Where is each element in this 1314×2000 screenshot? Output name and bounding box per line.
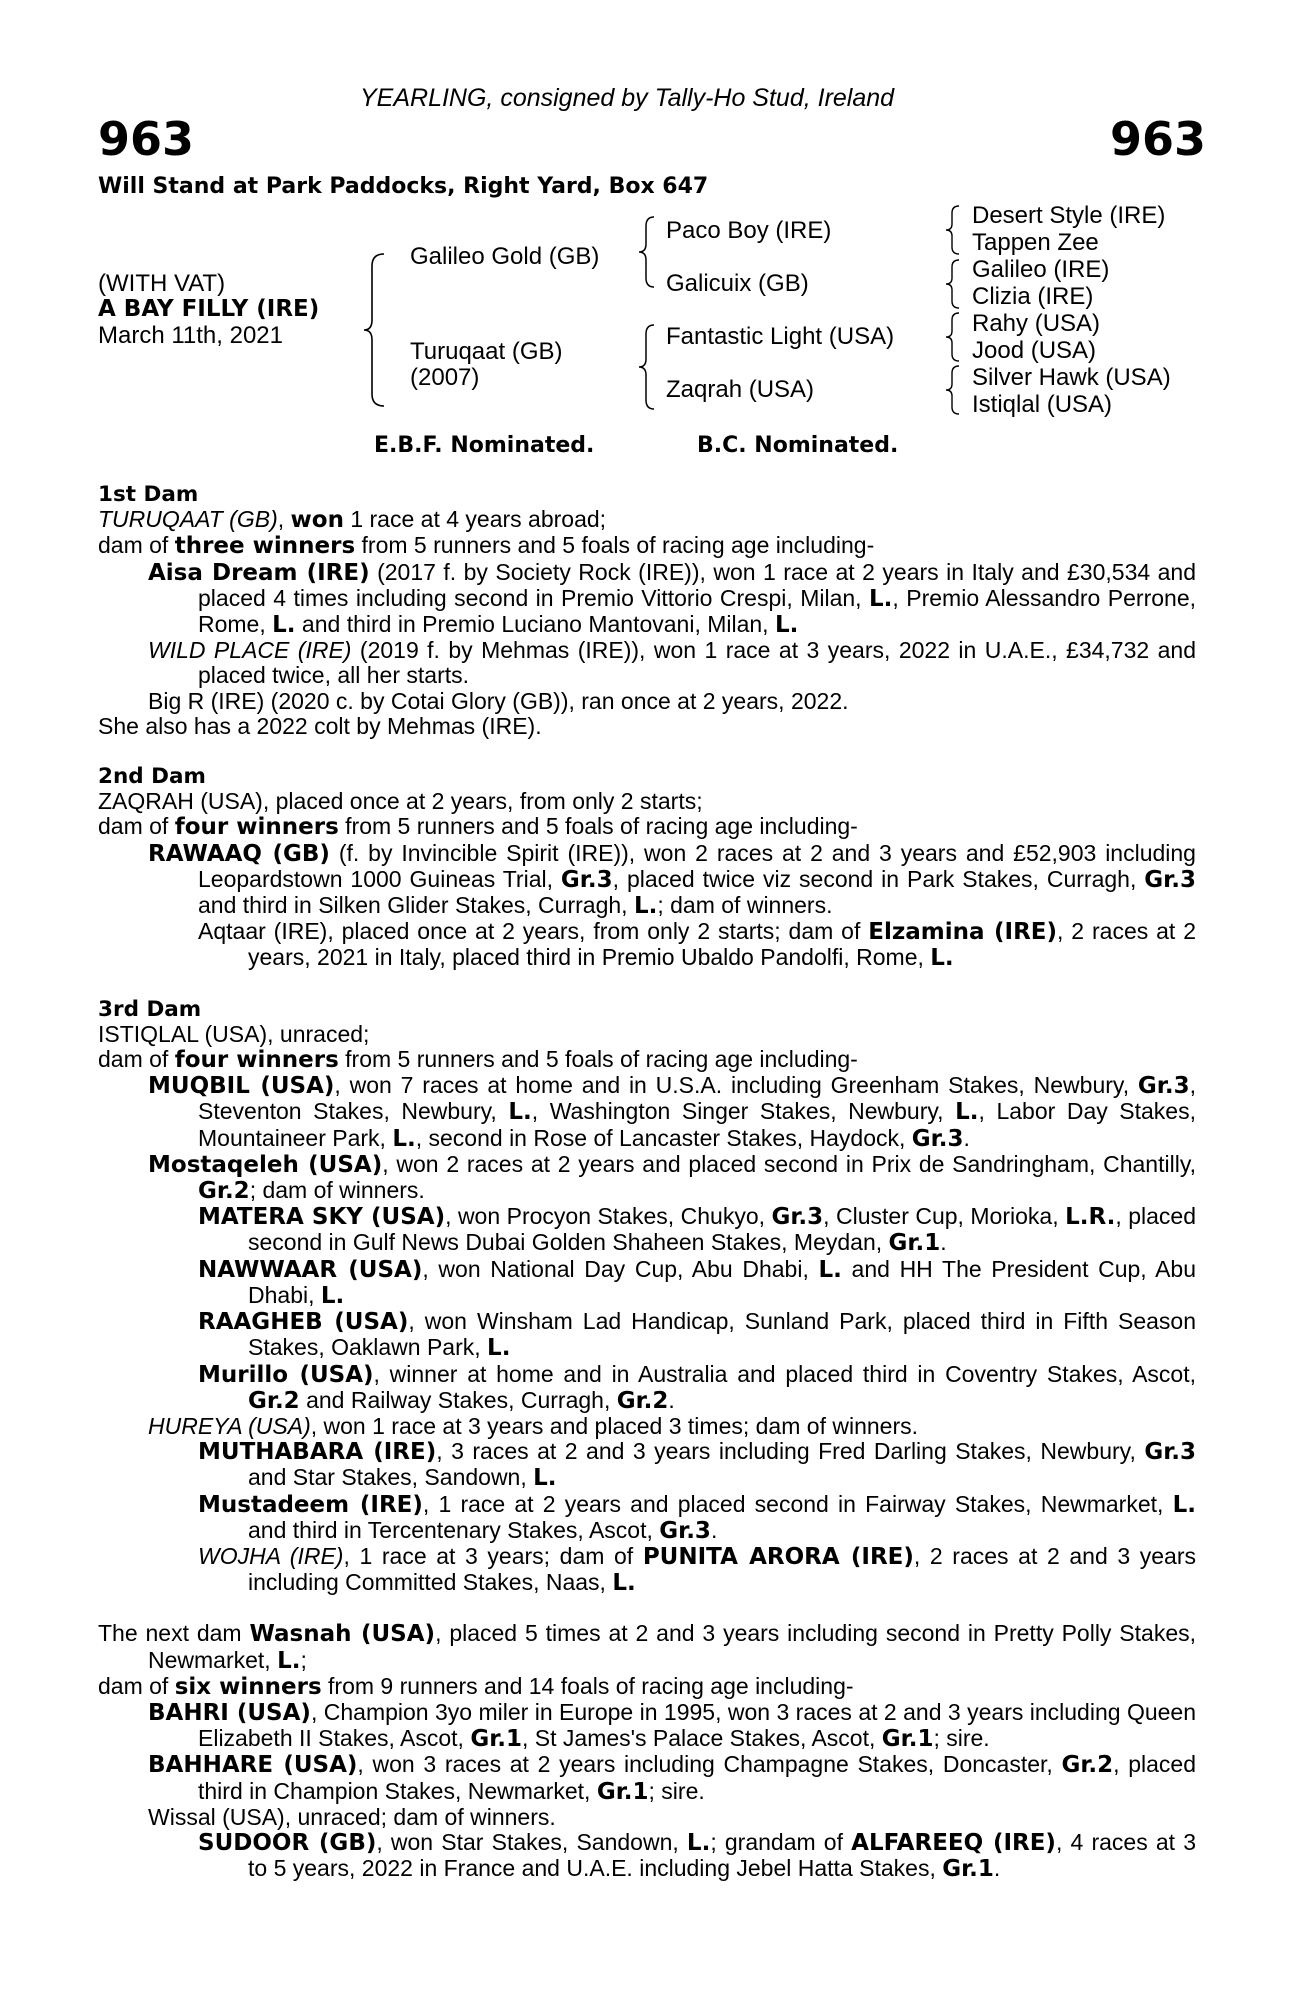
pedigree-brace-1: [362, 250, 392, 410]
third-dam-grandproduce-1: MATERA SKY (USA), won Procyon Stakes, Chukyo, Gr.3, Cluster Cup, Morioka, L.R., placed second in Gulf News Dubai Golden Shaheen Stakes, Meydan, Gr.1.: [198, 1203, 1196, 1257]
sire-dam: Galicuix (GB): [666, 270, 809, 297]
next-dam-produce-1: BAHRI (USA), Champion 3yo miler in Europe in 1995, won 3 races at 2 and 3 years including Queen Elizabeth II Stakes, Ascot, Gr.1, St James's Palace Stakes, Ascot, Gr.1; sire.: [148, 1698, 1197, 1753]
next-dam-produce-3: Wissal (USA), unraced; dam of winners.: [148, 1803, 556, 1830]
third-dam-grandproduce-6: Mustadeem (IRE), 1 race at 2 years and placed second in Fairway Stakes, Newmarket, L. and third in Tercentenary Stakes, Ascot, Gr.3.: [198, 1490, 1196, 1544]
next-dam-produce-summary: dam of six winners from 9 runners and 14 foals of racing age including-: [98, 1672, 854, 1700]
third-dam-produce-3: HUREYA (USA), won 1 race at 3 years and placed 3 times; dam of winners.: [148, 1412, 918, 1439]
great-granddam-4: Istiqlal (USA): [972, 391, 1113, 418]
next-dam-produce-2: BAHHARE (USA), won 3 races at 2 years including Champagne Stakes, Doncaster, Gr.2, placed third in Champion Stakes, Newmarket, Gr.1; sire.: [148, 1751, 1197, 1805]
great-grandsire-1: Desert Style (IRE): [972, 202, 1166, 229]
great-granddam-1: Tappen Zee: [972, 229, 1099, 256]
foaling-date: March 11th, 2021: [98, 322, 284, 349]
first-dam-heading: 1st Dam: [98, 482, 199, 507]
great-grandsire-4: Silver Hawk (USA): [972, 364, 1171, 391]
second-dam-produce-summary: dam of four winners from 5 runners and 5 foals of racing age including-: [98, 813, 858, 841]
pedigree-brace-6: [944, 311, 964, 363]
catalogue-subtitle: YEARLING, consigned by Tally-Ho Stud, Ireland: [360, 84, 895, 112]
second-dam-line: ZAQRAH (USA), placed once at 2 years, from only 2 starts;: [98, 788, 703, 815]
vat-note: (WITH VAT): [98, 270, 226, 297]
third-dam-grandproduce-3: RAAGHEB (USA), won Winsham Lad Handicap, Sunland Park, placed third in Fifth Season Stakes, Oaklawn Park, L.: [198, 1308, 1196, 1362]
lot-number-left: 963: [98, 112, 195, 166]
third-dam-produce-summary: dam of four winners from 5 runners and 5 foals of racing age including-: [98, 1046, 858, 1074]
third-dam-grandproduce-5: MUTHABARA (IRE), 3 races at 2 and 3 years including Fred Darling Stakes, Newbury, Gr.3 and Star Stakes, Sandown, L.: [198, 1438, 1196, 1492]
second-dam-produce-1: RAWAAQ (GB) (f. by Invincible Spirit (IRE)), won 2 races at 2 and 3 years and £52,903 including Leopardstown 1000 Guineas Trial, Gr.3, placed twice viz second in Park Stakes, Curragh, Gr.3 and third in Silken Glider Stakes, Curragh, L.; dam of winners.: [148, 839, 1196, 920]
third-dam-produce-2: Mostaqeleh (USA), won 2 races at 2 years and placed second in Prix de Sandringham, Chantilly, Gr.2; dam of winners.: [148, 1150, 1196, 1205]
pedigree-brace-5: [944, 258, 964, 310]
great-granddam-2: Clizia (IRE): [972, 283, 1094, 310]
second-dam-produce-2: Aqtaar (IRE), placed once at 2 years, from only 2 starts; dam of Elzamina (IRE), 2 races at 2 years, 2021 in Italy, placed third in Premio Ubaldo Pandolfi, Rome, L.: [198, 918, 1196, 972]
third-dam-grandproduce-7: WOJHA (IRE), 1 race at 3 years; dam of PUNITA ARORA (IRE), 2 races at 2 and 3 years including Committed Stakes, Naas, L.: [198, 1542, 1196, 1597]
third-dam-produce-1: MUQBIL (USA), won 7 races at home and in U.S.A. including Greenham Stakes, Newbury, Gr.3, Steventon Stakes, Newbury, L., Washington Singer Stakes, Newbury, L., Labor Day Stakes, Mountaineer Park, L., second in Rose of Lancaster Stakes, Haydock, Gr.3.: [148, 1072, 1196, 1152]
pedigree-brace-2: [636, 214, 660, 290]
bc-nomination: B.C. Nominated.: [697, 433, 899, 458]
great-granddam-3: Jood (USA): [972, 337, 1097, 364]
great-grandsire-3: Rahy (USA): [972, 310, 1101, 337]
pedigree-brace-4: [944, 204, 964, 256]
third-dam-line: ISTIQLAL (USA), unraced;: [98, 1020, 370, 1047]
dam-lines: [98, 482, 1196, 1882]
great-grandsire-2: Galileo (IRE): [972, 256, 1110, 283]
first-dam-produce-3: Big R (IRE) (2020 c. by Cotai Glory (GB)), ran once at 2 years, 2022.: [148, 687, 849, 714]
dam-year: (2007): [410, 364, 480, 391]
sire: Galileo Gold (GB): [410, 243, 600, 270]
first-dam-produce-4: She also has a 2022 colt by Mehmas (IRE).: [98, 712, 542, 739]
box-location: Will Stand at Park Paddocks, Right Yard, Box 647: [98, 174, 709, 199]
third-dam-heading: 3rd Dam: [98, 996, 202, 1022]
dam: Turuqaat (GB): [410, 338, 563, 365]
next-dam-grandproduce-1: SUDOOR (GB), won Star Stakes, Sandown, L.; grandam of ALFAREEQ (IRE), 4 races at 3 to 5 years, 2022 in France and U.A.E. including Jebel Hatta Stakes, Gr.1.: [198, 1828, 1196, 1883]
dam-sire: Fantastic Light (USA): [666, 323, 895, 350]
next-dam-line: The next dam Wasnah (USA), placed 5 times at 2 and 3 years including second in Pretty Polly Stakes, Newmarket, L.;: [98, 1620, 1197, 1674]
first-dam-produce-1: Aisa Dream (IRE) (2017 f. by Society Rock (IRE)), won 1 race at 2 years in Italy and £30,534 and placed 4 times including second in Premio Vittorio Crespi, Milan, L., Premio Alessandro Perrone, Rome, L. and third in Premio Luciano Mantovani, Milan, L.: [148, 558, 1196, 639]
third-dam-grandproduce-4: Murillo (USA), winner at home and in Australia and placed third in Coventry Stakes, Ascot, Gr.2 and Railway Stakes, Curragh, Gr.2.: [198, 1360, 1196, 1414]
second-dam-heading: 2nd Dam: [98, 764, 206, 790]
first-dam-produce-summary: dam of three winners from 5 runners and 5 foals of racing age including-: [98, 532, 875, 560]
third-dam-grandproduce-2: NAWWAAR (USA), won National Day Cup, Abu Dhabi, L. and HH The President Cup, Abu Dhabi, L.: [198, 1255, 1197, 1309]
first-dam-produce-2: WILD PLACE (IRE) (2019 f. by Mehmas (IRE)), won 1 race at 3 years, 2022 in U.A.E., £34,732 and placed twice, all her starts.: [148, 637, 1196, 689]
first-dam-line: TURUQAAT (GB), won 1 race at 4 years abroad;: [98, 506, 607, 534]
dam-dam: Zaqrah (USA): [666, 376, 815, 403]
lot-number-right: 963: [1109, 112, 1206, 166]
pedigree-brace-7: [944, 364, 964, 416]
pedigree-brace-3: [636, 322, 660, 412]
sire-sire: Paco Boy (IRE): [666, 217, 832, 244]
ebf-nomination: E.B.F. Nominated.: [374, 433, 595, 458]
horse-name: A BAY FILLY (IRE): [98, 296, 320, 322]
